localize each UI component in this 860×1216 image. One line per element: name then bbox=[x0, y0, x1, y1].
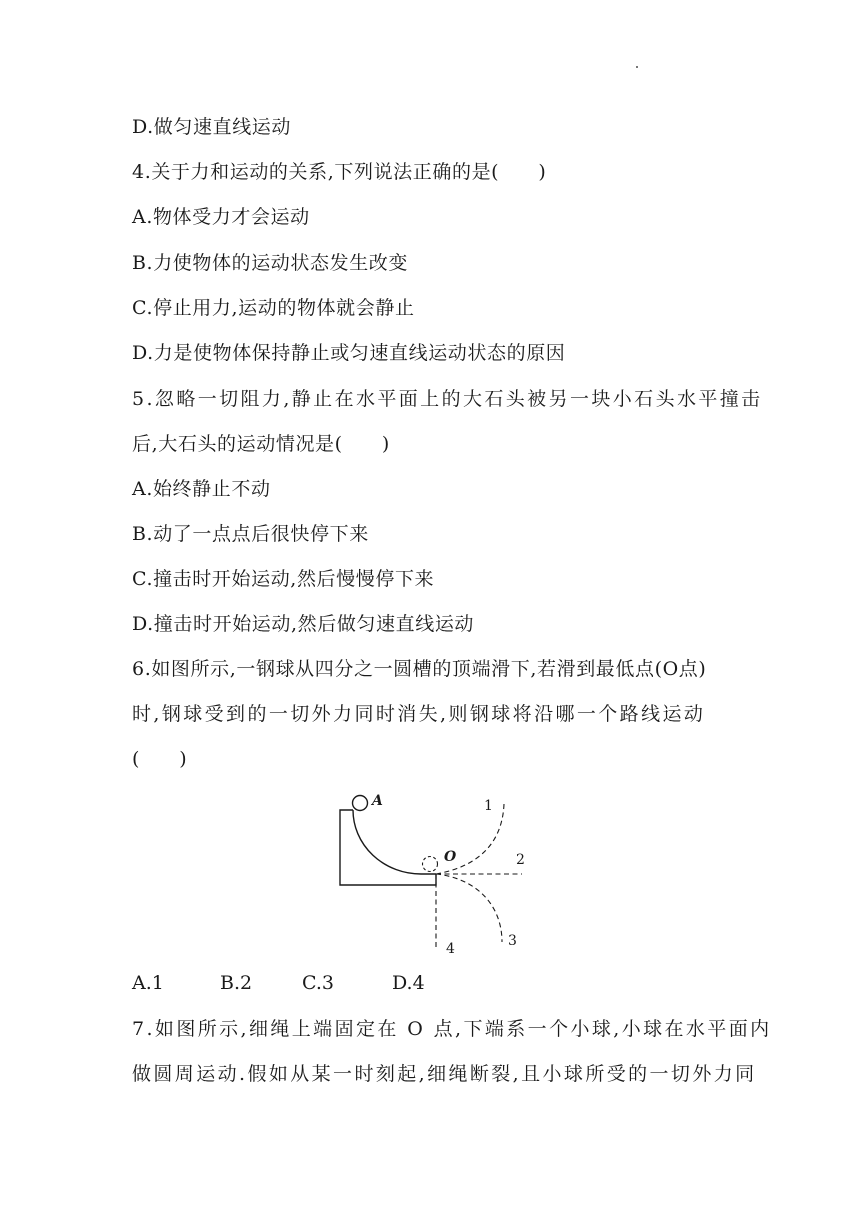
q5-stem-line-1: 5.忽略一切阻力,静止在水平面上的大石头被另一块小石头水平撞击 bbox=[132, 388, 763, 410]
q6-stem-line-1: 6.如图所示,一钢球从四分之一圆槽的顶端滑下,若滑到最低点(O点) bbox=[132, 658, 707, 680]
steel-ball-at-o-dashed bbox=[423, 857, 438, 872]
q4-option-b: B.力使物体的运动状态发生改变 bbox=[132, 252, 409, 274]
q6-options-row bbox=[132, 970, 425, 996]
q4-option-a: A.物体受力才会运动 bbox=[132, 206, 310, 228]
q5-option-a: A.始终静止不动 bbox=[132, 478, 271, 500]
q6-option-a: A.1 bbox=[132, 972, 164, 994]
q5-option-d: D.撞击时开始运动,然后做匀速直线运动 bbox=[132, 613, 475, 635]
q6-stem-line-3: ( ) bbox=[132, 748, 188, 770]
q6-option-c: C.3 bbox=[302, 972, 334, 994]
q6-stem-line-2: 时,钢球受到的一切外力同时消失,则钢球将沿哪一个路线运动 bbox=[132, 703, 706, 725]
q4-stem: 4.关于力和运动的关系,下列说法正确的是( ) bbox=[132, 161, 547, 183]
path-label-1: 1 bbox=[484, 798, 493, 814]
path-label-2: 2 bbox=[516, 852, 525, 868]
quarter-circle-track-figure bbox=[330, 784, 530, 960]
q7-stem-line-1: 7.如图所示,细绳上端固定在 O 点,下端系一个小球,小球在水平面内 bbox=[132, 1018, 772, 1040]
scan-speck bbox=[636, 66, 638, 68]
q5-stem-line-2: 后,大石头的运动情况是( ) bbox=[132, 433, 390, 455]
q5-option-b: B.动了一点点后很快停下来 bbox=[132, 523, 369, 545]
q4-option-c: C.停止用力,运动的物体就会静止 bbox=[132, 297, 415, 319]
label-a: A bbox=[372, 793, 383, 809]
path-label-4: 4 bbox=[446, 941, 455, 957]
quarter-circle-groove bbox=[353, 810, 436, 874]
path-3-dashed bbox=[436, 874, 502, 942]
q4-option-d: D.力是使物体保持静止或匀速直线运动状态的原因 bbox=[132, 342, 566, 364]
q7-stem-line-2: 做圆周运动.假如从某一时刻起,细绳断裂,且小球所受的一切外力同 bbox=[132, 1063, 757, 1085]
q6-option-d: D.4 bbox=[392, 972, 425, 994]
q3-option-d: D.做匀速直线运动 bbox=[132, 116, 291, 138]
steel-ball-at-a bbox=[353, 796, 368, 811]
q5-option-c: C.撞击时开始运动,然后慢慢停下来 bbox=[132, 568, 435, 590]
label-o: O bbox=[444, 849, 457, 865]
path-label-3: 3 bbox=[508, 933, 517, 949]
q6-option-b: B.2 bbox=[220, 972, 253, 994]
